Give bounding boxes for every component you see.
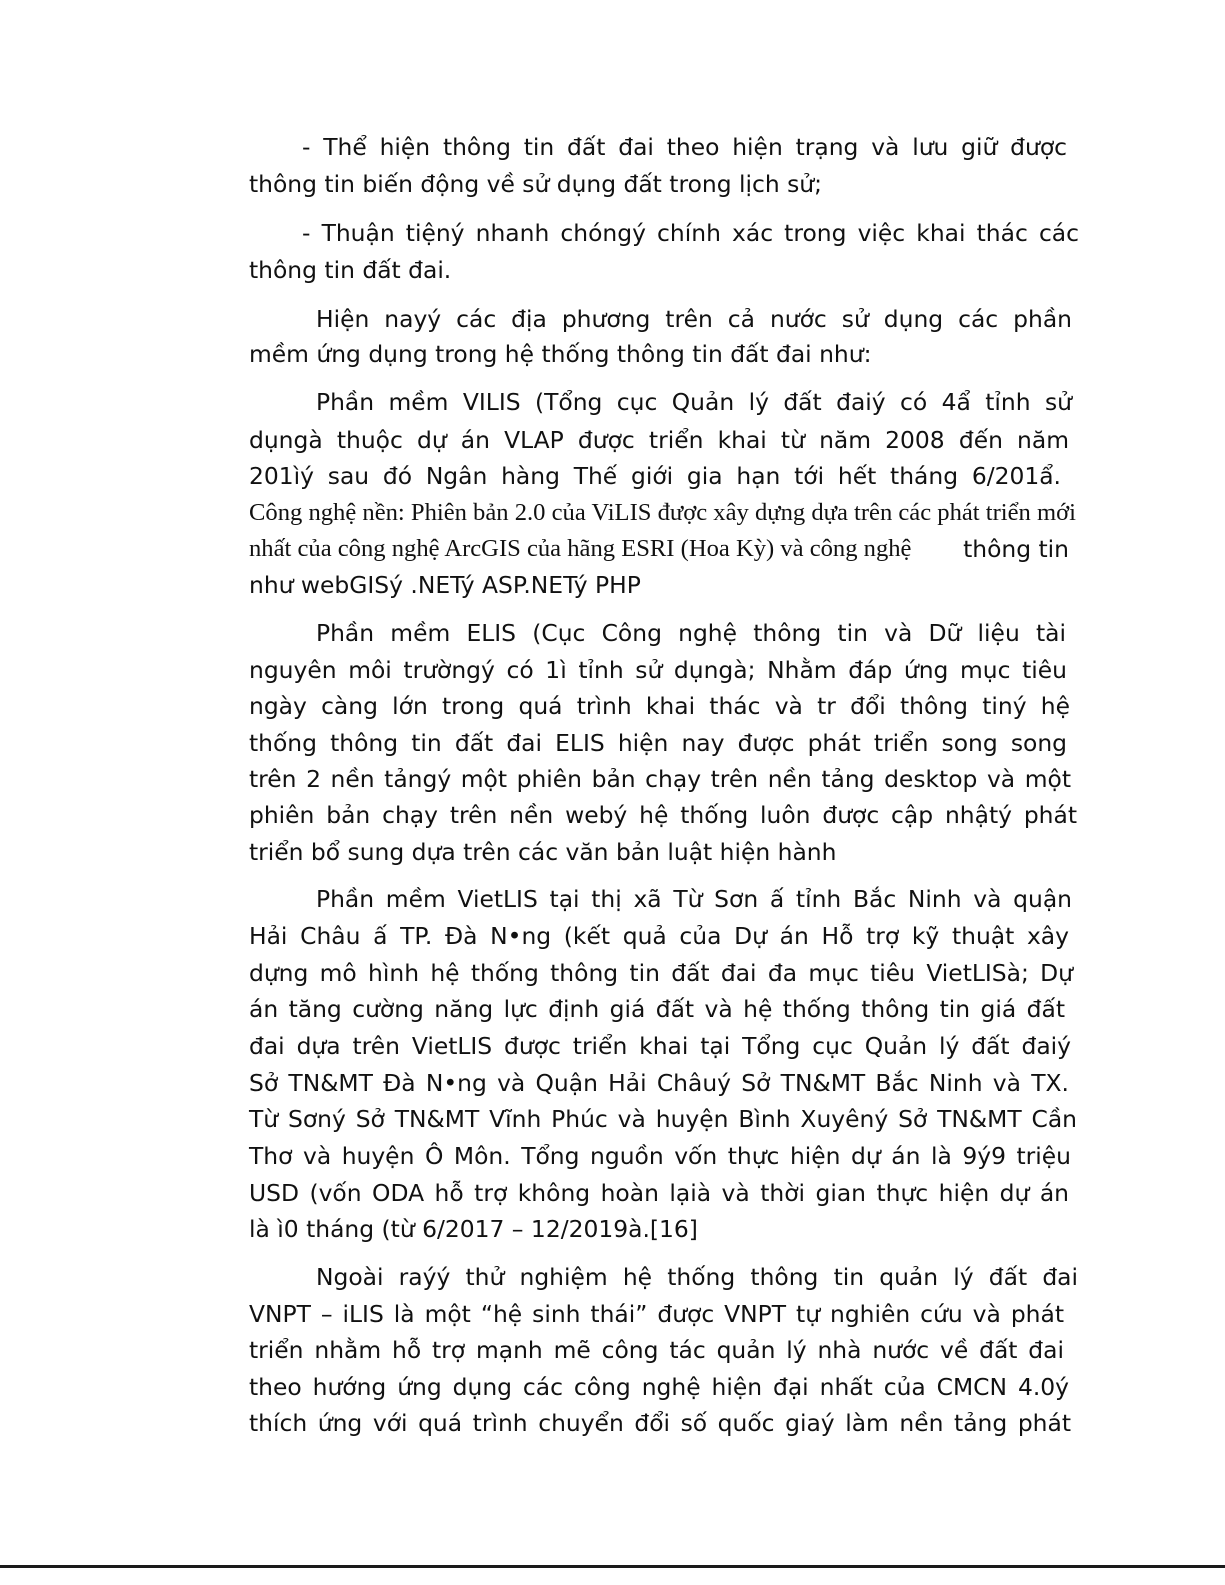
- text-line: [249, 534, 1069, 564]
- text-line: mềm ứng dụng trong hệ thống thông tin đất đai như:: [249, 340, 872, 368]
- text-line: triển bổ sung dựa trên các văn bản luật hiện hành: [249, 838, 837, 866]
- text-line: Thơ và huyện Ô Môn. Tổng nguồn vốn thực hiện dự án là 9ý9 triệu: [249, 1142, 1071, 1170]
- text-line: thông tin biến động về sử dụng đất trong lịch sử;: [249, 170, 822, 198]
- text-line: ngày càng lớn trong quá trình khai thác và tr đổi thông tiný hệ: [249, 692, 1070, 720]
- text-line: Phần mềm VietLIS tại thị xã Từ Sơn ấ tỉnh Bắc Ninh và quận: [316, 885, 1072, 913]
- text-line: là ì0 tháng (từ 6/2017 – 12/2019à.[16]: [249, 1215, 698, 1243]
- text-line: đai dựa trên VietLIS được triển khai tại Tổng cục Quản lý đất đaiý: [249, 1032, 1071, 1060]
- page-bottom-rule: [0, 1565, 1225, 1568]
- text-line: trên 2 nền tảngý một phiên bản chạy trên nền tảng desktop và một: [249, 765, 1071, 793]
- text-line-serif-part: nhất của công nghệ ArcGIS của hãng ESRI (Hoa Kỳ) và công nghệ: [249, 535, 912, 562]
- text-line: triển nhằm hỗ trợ mạnh mẽ công tác quản lý nhà nước về đất đai: [249, 1336, 1064, 1364]
- text-line: án tăng cường năng lực định giá đất và hệ thống thông tin giá đất: [249, 995, 1065, 1023]
- text-line: Sở TN&MT Đà N•ng và Quận Hải Châuý Sở TN&MT Bắc Ninh và TX.: [249, 1069, 1069, 1097]
- text-line: 201ìý sau đó Ngân hàng Thế giới gia hạn tới hết tháng 6/201ẩ.: [249, 462, 1061, 490]
- text-line: Phần mềm ELIS (Cục Công nghệ thông tin và Dữ liệu tài: [316, 619, 1066, 647]
- text-line: phiên bản chạy trên nền webý hệ thống luôn được cập nhậtý phát: [249, 801, 1077, 829]
- text-line: theo hướng ứng dụng các công nghệ hiện đại nhất của CMCN 4.0ý: [249, 1373, 1069, 1401]
- text-line: Ngoài raýý thử nghiệm hệ thống thông tin quản lý đất đai: [316, 1263, 1078, 1291]
- text-line: dụngà thuộc dự án VLAP được triển khai từ năm 2008 đến năm: [249, 426, 1069, 454]
- text-line-sans-part: thông tin: [963, 535, 1069, 563]
- text-line: Hải Châu ấ TP. Đà N•ng (kết quả của Dự án Hỗ trợ kỹ thuật xây: [249, 922, 1069, 950]
- text-line: Phần mềm VILIS (Tổng cục Quản lý đất đaiý có 4ẩ tỉnh sử: [316, 388, 1072, 416]
- text-line: - Thể hiện thông tin đất đai theo hiện trạng và lưu giữ được: [302, 133, 1067, 161]
- text-line: Công nghệ nền: Phiên bản 2.0 của ViLIS được xây dựng dựa trên các phát triển mới: [249, 499, 1076, 526]
- text-line: Từ Sơný Sở TN&MT Vĩnh Phúc và huyện Bình Xuyêný Sở TN&MT Cần: [249, 1105, 1077, 1133]
- text-line: Hiện nayý các địa phương trên cả nước sử dụng các phần: [316, 305, 1072, 333]
- text-line: thống thông tin đất đai ELIS hiện nay được phát triển song song: [249, 729, 1067, 757]
- text-line: VNPT – iLIS là một “hệ sinh thái” được VNPT tự nghiên cứu và phát: [249, 1300, 1064, 1328]
- text-line: USD (vốn ODA hỗ trợ không hoàn lạià và thời gian thực hiện dự án: [249, 1179, 1069, 1207]
- text-line: - Thuận tiệný nhanh chóngý chính xác trong việc khai thác các: [302, 219, 1079, 247]
- text-line: như webGISý .NETý ASP.NETý PHP: [249, 571, 641, 599]
- text-line: thông tin đất đai.: [249, 256, 452, 284]
- text-line: thích ứng với quá trình chuyển đổi số quốc giaý làm nền tảng phát: [249, 1409, 1071, 1437]
- text-line: dựng mô hình hệ thống thông tin đất đai đa mục tiêu VietLISà; Dự: [249, 959, 1073, 987]
- text-line: nguyên môi trườngý có 1ì tỉnh sử dụngà; Nhằm đáp ứng mục tiêu: [249, 656, 1067, 684]
